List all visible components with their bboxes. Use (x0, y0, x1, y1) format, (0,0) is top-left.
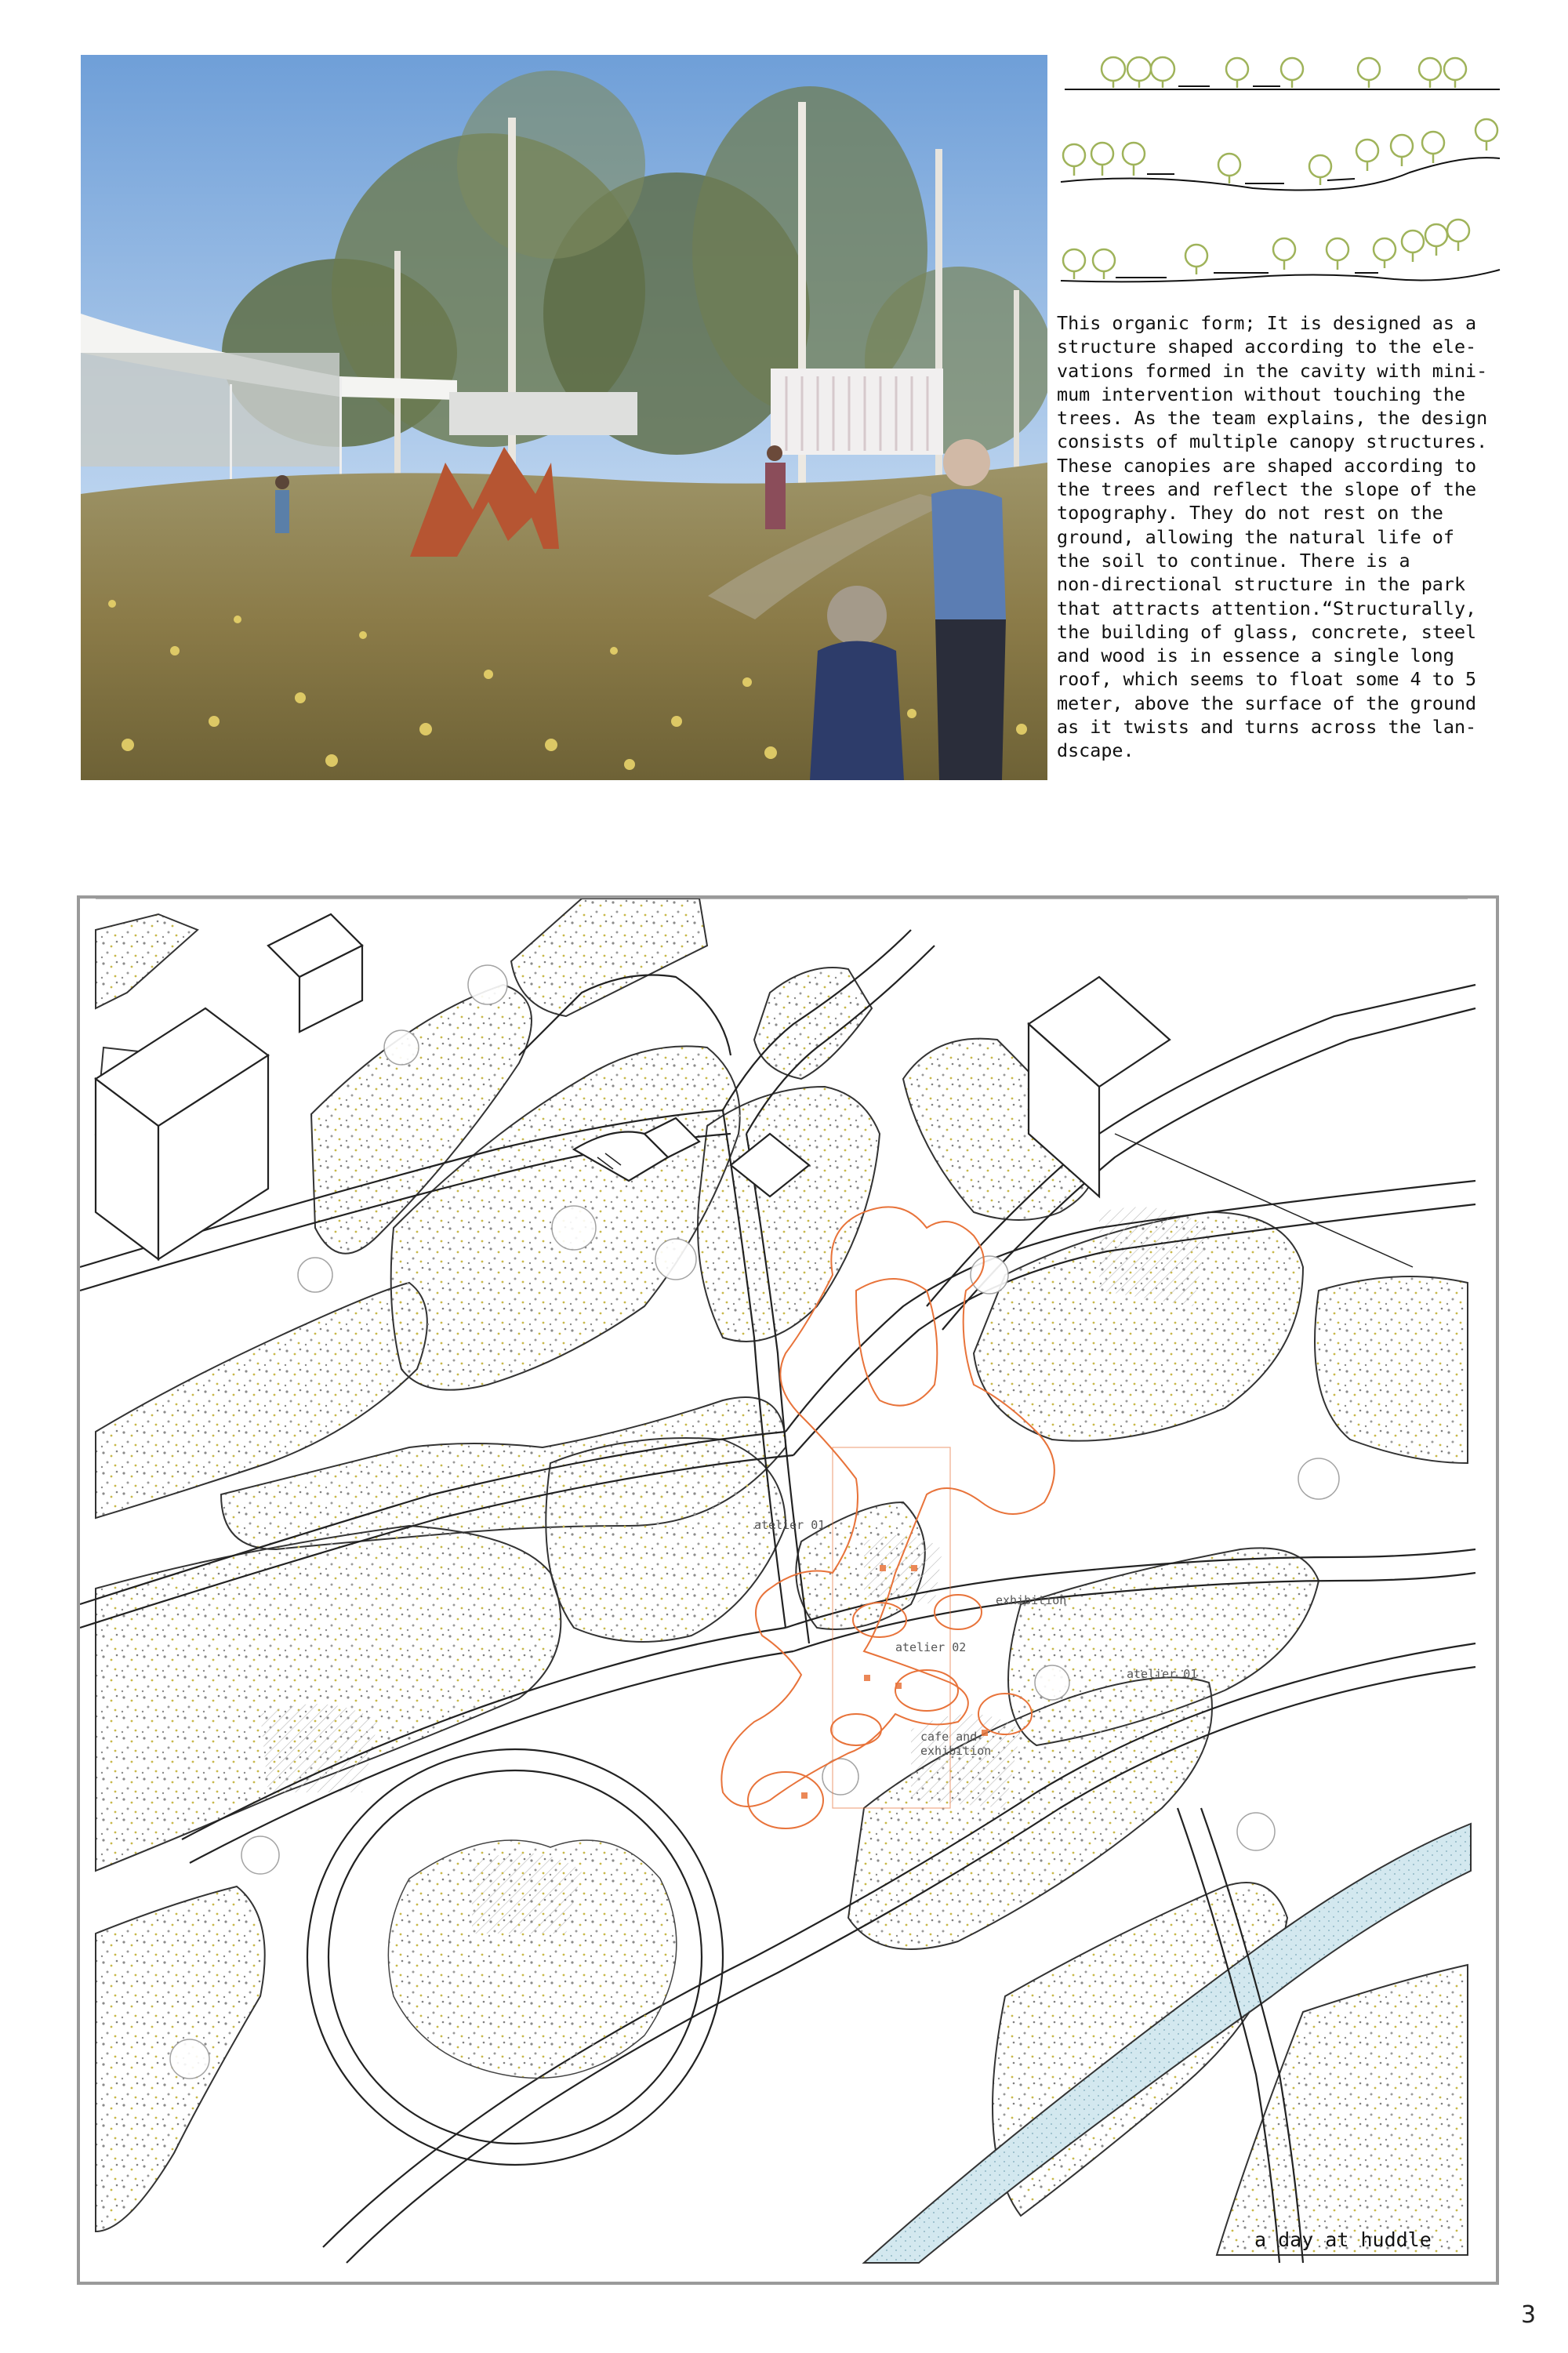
label-atelier-01-left: atelier 01 (754, 1518, 826, 1532)
site-plan (77, 895, 1499, 2285)
label-exhibition-lower: exhibition (920, 1744, 992, 1758)
page-number: 3 (1521, 2301, 1537, 2329)
site-plan-drawing (80, 899, 1499, 2285)
rendering-image (81, 55, 1047, 780)
label-exhibition: exhibition (996, 1593, 1067, 1607)
project-description: This organic form; It is designed as a structure shaped according to the ele- vations formed in the cavity with mini- mum intervention without touching the trees. As the team explains, the design consists of multiple canopy structures. These canopies are shaped according to the trees and reflect the slope of the topography. They do not rest on the ground, allowing the natural life of the soil to continue. There is a non-directional structure in the park that attracts attention.“Structurally, the building of glass, concrete, steel and wood is in essence a single long roof, which seems to float some 4 to 5 meter, above the surface of the ground as it twists and turns across the lan- dscape. (1057, 312, 1488, 762)
label-atelier-02: atelier 02 (895, 1640, 967, 1654)
plan-caption: a day at huddle (1254, 2228, 1432, 2251)
label-atelier-01-right: atelier 01 (1127, 1667, 1198, 1681)
elevation-diagrams (1057, 49, 1504, 284)
architectural-rendering (81, 55, 1047, 780)
label-cafe-and: cafe and (920, 1730, 978, 1744)
